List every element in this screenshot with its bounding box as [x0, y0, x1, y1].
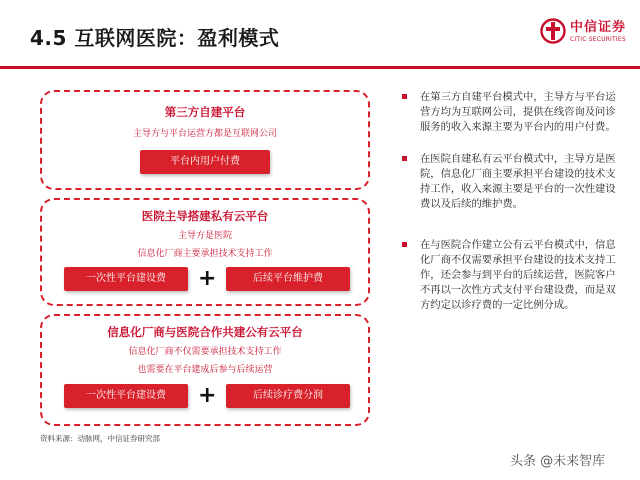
bullet-square-icon — [402, 242, 407, 247]
revenue-pill: 平台内用户付费 — [140, 150, 270, 174]
panel-desc: 信息化厂商不仅需要承担技术支持工作 — [128, 347, 282, 357]
panel-desc: 信息化厂商主要承担技术支持工作 — [137, 249, 273, 259]
bullet-text: 在医院自建私有云平台模式中，主导方是医院，信息化厂商主要承担平台建设的技术支持工作，收入来源主要是平台的一次性建设费以及后续的维护费。 — [420, 153, 616, 210]
panel-desc: 主导方与平台运营方都是互联网公司 — [132, 129, 277, 139]
model-panel-private-cloud — [40, 198, 370, 306]
revenue-pill: 一次性平台建设费 — [64, 384, 188, 408]
panel-title: 信息化厂商与医院合作共建公有云平台 — [107, 325, 303, 339]
bullet-text: 在第三方自建平台模式中，主导方与平台运营方均为互联网公司，提供在线咨询及问诊服务的收入来源主要为平台内的用户付费。 — [420, 91, 616, 133]
revenue-pill: 后续诊疗费分润 — [226, 384, 350, 408]
slide-header — [0, 0, 640, 68]
model-panel-third-party — [40, 90, 370, 190]
page-title: 4.5 互联网医院：盈利模式 — [30, 26, 280, 50]
bullet-square-icon — [402, 156, 407, 161]
header-divider — [0, 66, 640, 69]
citic-logo — [540, 14, 632, 54]
panel-title: 第三方自建平台 — [164, 105, 246, 119]
citic-logo-icon — [540, 18, 566, 44]
revenue-pill: 一次性平台建设费 — [64, 267, 188, 291]
plus-sign: + — [198, 383, 217, 408]
model-panel-public-cloud — [40, 314, 370, 426]
panel-desc: 主导方是医院 — [177, 231, 232, 241]
panel-desc: 也需要在平台建成后参与后续运营 — [137, 365, 273, 375]
bullet-square-icon — [402, 94, 407, 99]
logo-text-en: CITIC SECURITIES — [570, 36, 626, 43]
source-note: 资料来源：动脉网，中信证券研究部 — [40, 434, 160, 443]
bullet-text: 在与医院合作建立公有云平台模式中，信息化厂商不仅需要承担平台建设的技术支持工作，还会参与到平台的后续运营，医院客户不再以一次性方式支付平台建设费，而是双方约定以诊疗费的一定比例分成。 — [420, 239, 616, 311]
revenue-pill: 后续平台维护费 — [226, 267, 350, 291]
logo-text-cn: 中信证券 — [570, 20, 627, 35]
plus-sign: + — [198, 266, 217, 291]
watermark: 头条 @未来智库 — [510, 454, 606, 469]
panel-title: 医院主导搭建私有云平台 — [141, 209, 269, 223]
